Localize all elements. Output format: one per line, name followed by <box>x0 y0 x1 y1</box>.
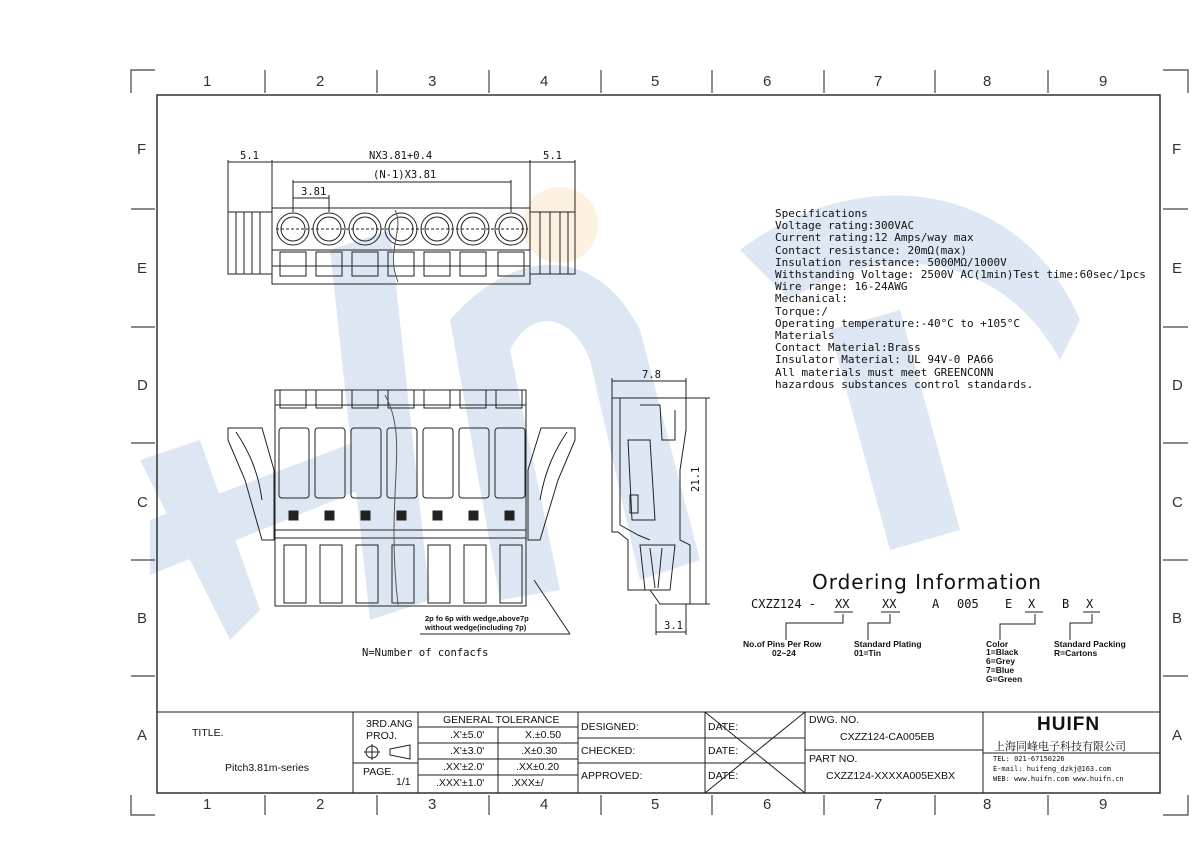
company-logo: HUIFN <box>1037 714 1101 735</box>
col-label-6-bottom: 6 <box>763 796 772 813</box>
col-label-6: 6 <box>763 73 772 90</box>
spec-line: Insulation resistance: 5000MΩ/1000V <box>775 255 1007 269</box>
code-e: E <box>1005 597 1013 611</box>
title-value: Pitch3.81m-series <box>225 762 310 774</box>
spec-line: Materials <box>775 329 835 343</box>
spec-line: Insulator Material: UL 94V-0 PA66 <box>775 353 994 367</box>
dim-height: 21.1 <box>690 466 702 492</box>
dim-pitch: 3.81 <box>301 186 327 198</box>
spec-line: Contact Material:Brass <box>775 341 921 355</box>
col-label-3-bottom: 3 <box>428 796 437 813</box>
col-label-1-bottom: 1 <box>203 796 212 813</box>
page-value: 1/1 <box>396 776 411 788</box>
date-label-2: DATE: <box>708 745 739 757</box>
tolerance-cell: .XX'±2.0' <box>443 761 485 773</box>
checked-label: CHECKED: <box>581 745 636 757</box>
company-tel: TEL: 021-67150226 <box>993 755 1065 763</box>
col-label-7: 7 <box>874 73 883 90</box>
row-label-f: F <box>137 141 147 158</box>
row-label-e-right: E <box>1172 260 1183 277</box>
row-label-c-right: C <box>1172 494 1183 511</box>
color-options <box>986 648 1022 684</box>
color-option: G=Green <box>986 674 1023 684</box>
dwg-value: CXZZ124-CA005EB <box>840 731 935 743</box>
spec-line: Operating temperature:-40°C to +105°C <box>775 316 1021 330</box>
code-005: 005 <box>957 597 979 611</box>
col-label-5: 5 <box>651 73 660 90</box>
dim-right: 5.1 <box>543 150 562 162</box>
col-label-3: 3 <box>428 73 437 90</box>
spec-line: Torque:/ <box>775 304 828 318</box>
plating-option: 01=Tin <box>854 648 882 658</box>
designed-label: DESIGNED: <box>581 721 639 733</box>
tolerance-cell: .X'±3.0' <box>450 745 485 757</box>
code-a: A <box>932 597 940 611</box>
row-label-a: A <box>137 727 148 744</box>
color-option: 6=Grey <box>986 656 1016 666</box>
spec-line: Specifications <box>775 207 868 220</box>
part-value: CXZZ124-XXXXA005EXBX <box>826 770 955 782</box>
field-plating: XX <box>882 597 897 611</box>
row-label-d: D <box>137 377 148 394</box>
spec-line: Withstanding Voltage: 2500V AC(1min)Test time:60sec/1pcs <box>775 268 1146 282</box>
color-label: Color <box>986 639 1009 649</box>
code-prefix: CXZZ124 - <box>751 597 817 611</box>
row-label-e: E <box>137 260 148 277</box>
plating-label: Standard Plating <box>854 639 922 649</box>
wedge-note-1: 2p fo 6p with wedge,above7p <box>425 614 529 623</box>
row-label-b: B <box>137 610 148 627</box>
color-option: 1=Black <box>986 647 1019 657</box>
title-label: TITLE. <box>192 727 224 739</box>
dim-width: 7.8 <box>642 369 661 381</box>
col-label-8-bottom: 8 <box>983 796 992 813</box>
pins-label: No.of Pins Per Row <box>743 639 822 649</box>
projection-label: 3RD.ANG <box>366 718 413 730</box>
approved-label: APPROVED: <box>581 770 643 782</box>
date-label-3: DATE: <box>708 770 739 782</box>
tolerance-cell: .X±0.30 <box>521 745 558 757</box>
date-label-1: DATE: <box>708 721 739 733</box>
tolerance-cell: .XXX'±1.0' <box>436 777 485 789</box>
dim-left: 5.1 <box>240 150 259 162</box>
spec-line: Current rating:12 Amps/way max <box>775 231 974 245</box>
dwg-label: DWG. NO. <box>809 714 860 726</box>
company-name: 上海同峰电子科技有限公司 <box>994 740 1126 753</box>
col-label-4-bottom: 4 <box>540 796 549 813</box>
color-option: 7=Blue <box>986 665 1015 675</box>
part-label: PART NO. <box>809 753 858 765</box>
dim-bottom: 3.1 <box>664 620 683 632</box>
row-label-f-right: F <box>1172 141 1182 158</box>
pins-range: 02~24 <box>772 648 796 658</box>
spec-line: Contact resistance: 20mΩ(max) <box>775 243 968 257</box>
col-label-4: 4 <box>540 73 549 90</box>
col-label-9-bottom: 9 <box>1099 796 1108 813</box>
col-label-2: 2 <box>316 73 325 90</box>
company-web: WEB: www.huifn.com www.huifn.cn <box>993 775 1124 783</box>
col-label-5-bottom: 5 <box>651 796 660 813</box>
spec-line: Voltage rating:300VAC <box>775 219 915 233</box>
row-label-d-right: D <box>1172 377 1183 394</box>
field-packing: X <box>1086 597 1094 611</box>
tolerance-cell: .X'±5.0' <box>450 729 485 741</box>
tolerance-cell: .XX±0.20 <box>516 761 560 773</box>
wedge-note-2: without wedge(including 7p) <box>425 623 527 632</box>
row-label-b-right: B <box>1172 610 1183 627</box>
packing-option: R=Cartons <box>1054 648 1098 658</box>
col-label-9: 9 <box>1099 73 1108 90</box>
code-b: B <box>1062 597 1070 611</box>
row-label-c: C <box>137 494 148 511</box>
dim-total: NX3.81+0.4 <box>369 150 433 162</box>
field-pins: XX <box>835 597 850 611</box>
n-note: N=Number of confacfs <box>362 647 489 659</box>
spec-line: hazardous substances control standards. <box>775 377 1034 391</box>
ordering-title: Ordering Information <box>812 570 1042 594</box>
dim-span: (N-1)X3.81 <box>373 169 437 181</box>
packing-label: Standard Packing <box>1054 639 1126 649</box>
col-label-1: 1 <box>203 73 212 90</box>
col-label-8: 8 <box>983 73 992 90</box>
tolerance-cell: .XXX±/ <box>511 777 544 789</box>
col-label-2-bottom: 2 <box>316 796 325 813</box>
tolerance-header: GENERAL TOLERANCE <box>443 714 560 726</box>
company-email: E-mail: huifeng_dzkj@163.com <box>993 765 1112 773</box>
col-label-7-bottom: 7 <box>874 796 883 813</box>
field-color: X <box>1028 597 1036 611</box>
ordering-leaders <box>786 612 1100 640</box>
spec-line: Wire range: 16-24AWG <box>775 280 908 294</box>
specifications <box>775 208 1146 391</box>
tolerance-cell: X.±0.50 <box>525 729 562 741</box>
page-label: PAGE. <box>363 766 395 778</box>
projection-label-2: PROJ. <box>366 730 397 742</box>
spec-line: All materials must meet GREENCONN <box>775 365 994 379</box>
row-label-a-right: A <box>1172 727 1183 744</box>
spec-line: Mechanical: <box>775 292 848 306</box>
